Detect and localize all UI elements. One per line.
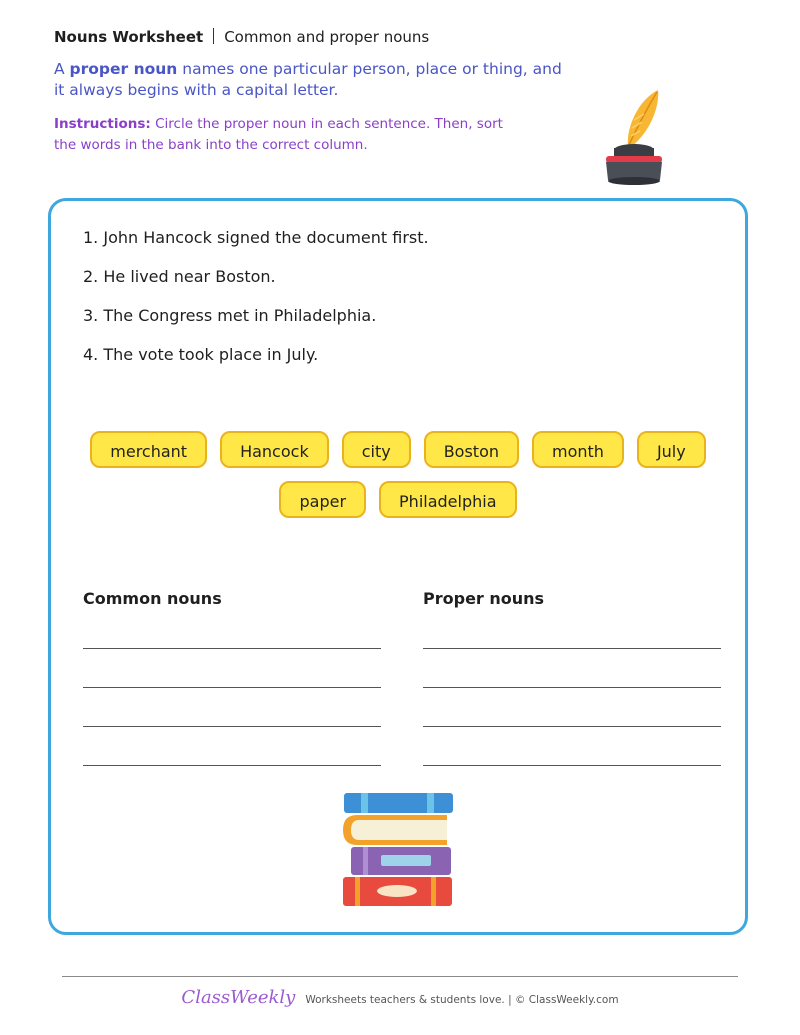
header-divider bbox=[213, 28, 214, 44]
answer-line[interactable] bbox=[83, 726, 381, 727]
sentence-1[interactable]: 1. John Hancock signed the document first. bbox=[83, 228, 429, 247]
word-bank-row-2 bbox=[51, 481, 745, 518]
word-bank bbox=[51, 431, 745, 531]
common-nouns-heading: Common nouns bbox=[83, 589, 222, 608]
word-chip-philadelphia[interactable]: Philadelphia bbox=[379, 481, 516, 518]
answer-line[interactable] bbox=[423, 726, 721, 727]
sentence-3[interactable]: 3. The Congress met in Philadelphia. bbox=[83, 306, 377, 325]
worksheet-subtitle: Common and proper nouns bbox=[224, 28, 430, 46]
answer-line[interactable] bbox=[423, 687, 721, 688]
answer-line[interactable] bbox=[83, 765, 381, 766]
instructions-body: Circle the proper noun in each sentence. Then, sort the words in the bank into the correct column. bbox=[54, 116, 503, 153]
worksheet-title: Nouns Worksheet bbox=[54, 28, 204, 46]
instructions-text bbox=[54, 114, 524, 156]
sentence-2[interactable]: 2. He lived near Boston. bbox=[83, 267, 276, 286]
answer-line[interactable] bbox=[83, 687, 381, 688]
definition-before: A bbox=[54, 60, 70, 78]
quill-inkwell-icon bbox=[598, 88, 670, 188]
definition-after: names one particular person, place or thing, and it always begins with a capital letter. bbox=[54, 60, 562, 99]
brand-logo: ClassWeekly bbox=[181, 987, 296, 1008]
word-chip-boston[interactable]: Boston bbox=[424, 431, 519, 468]
answer-line[interactable] bbox=[83, 648, 381, 649]
word-chip-hancock[interactable]: Hancock bbox=[220, 431, 329, 468]
sentence-4[interactable]: 4. The vote took place in July. bbox=[83, 345, 319, 364]
word-bank-row-1 bbox=[51, 431, 745, 468]
word-chip-month[interactable]: month bbox=[532, 431, 624, 468]
definition-term: proper noun bbox=[69, 60, 178, 78]
answer-line[interactable] bbox=[423, 765, 721, 766]
word-chip-merchant[interactable]: merchant bbox=[90, 431, 207, 468]
definition-text bbox=[54, 59, 574, 101]
footer bbox=[0, 987, 800, 1008]
footer-tagline: Worksheets teachers & students love. | © ClassWeekly.com bbox=[305, 994, 619, 1006]
word-chip-july[interactable]: July bbox=[637, 431, 706, 468]
instructions-label: Instructions: bbox=[54, 116, 151, 132]
answer-line[interactable] bbox=[423, 648, 721, 649]
worksheet-header bbox=[54, 28, 429, 46]
sentence-list bbox=[83, 227, 429, 383]
common-nouns-column bbox=[83, 588, 381, 766]
proper-nouns-heading: Proper nouns bbox=[423, 589, 545, 608]
book-stack-icon bbox=[341, 793, 456, 911]
footer-divider bbox=[62, 976, 738, 977]
proper-nouns-column bbox=[423, 588, 721, 766]
worksheet-card bbox=[48, 198, 748, 935]
word-chip-paper[interactable]: paper bbox=[279, 481, 366, 518]
word-chip-city[interactable]: city bbox=[342, 431, 411, 468]
